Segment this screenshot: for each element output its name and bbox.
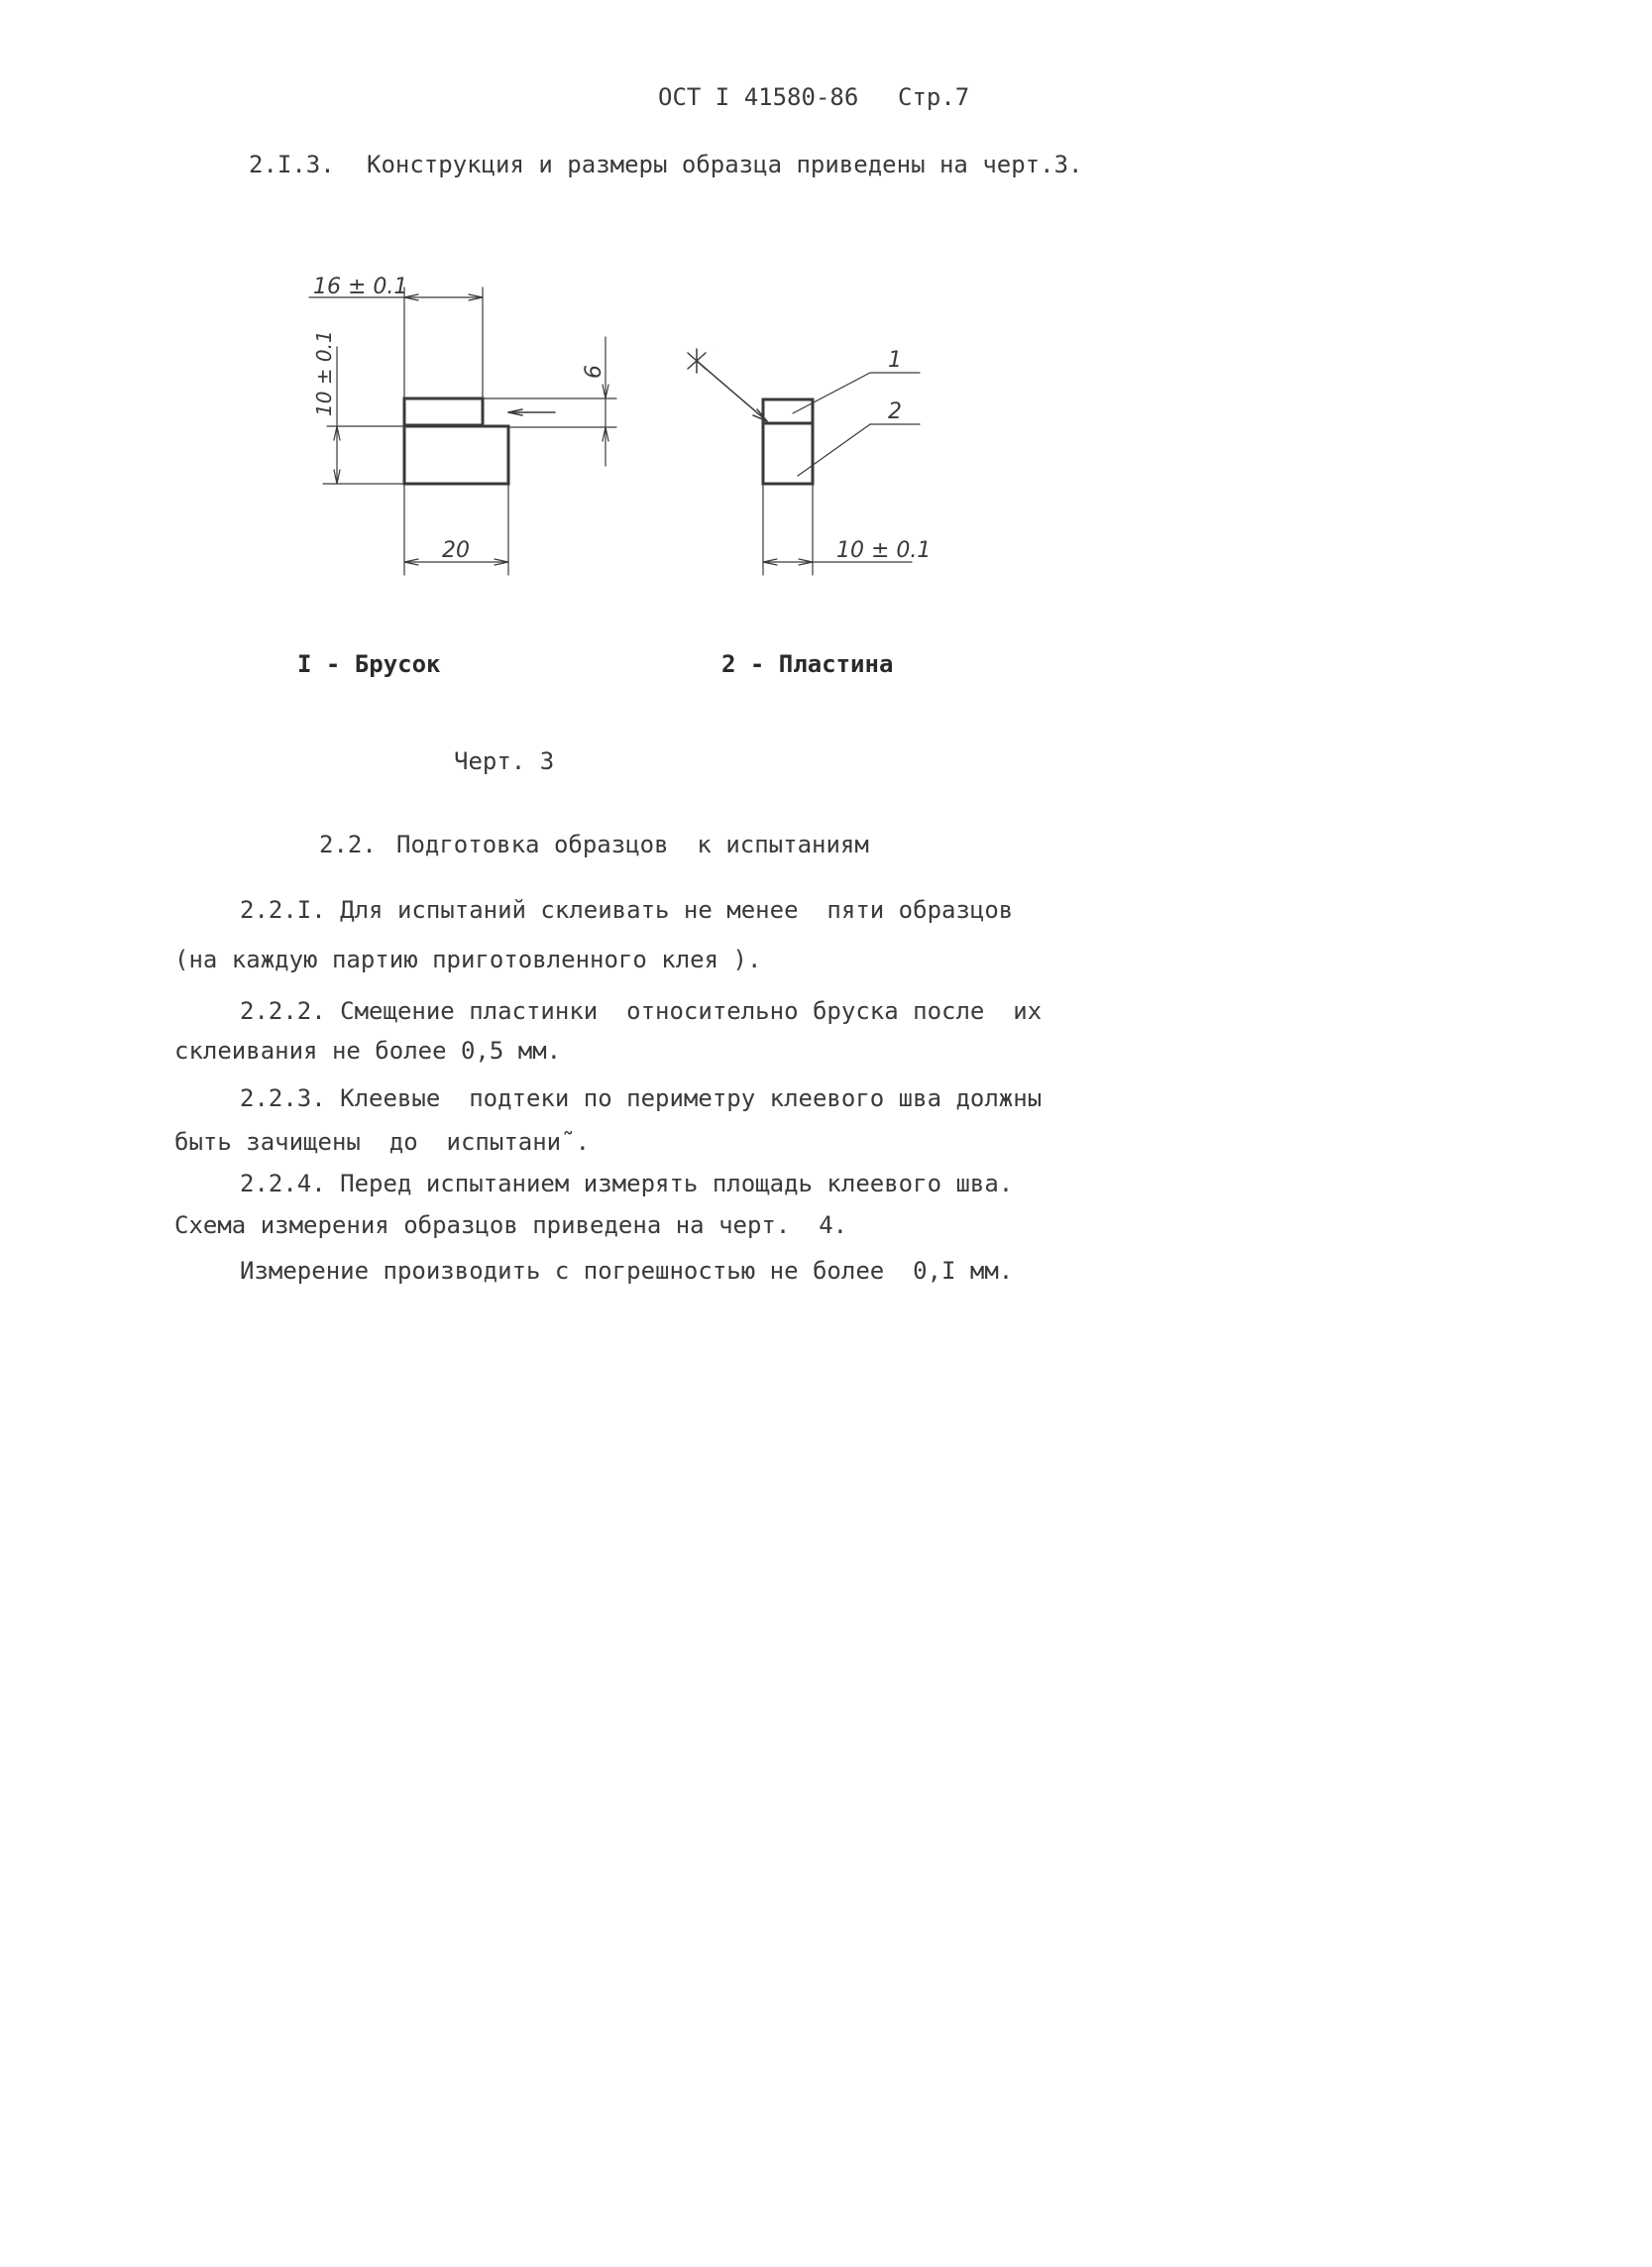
clause-text: Конструкция и размеры образца приведены на черт.3. xyxy=(367,151,1083,178)
dim-bottom-label: 20 xyxy=(442,538,470,563)
dim-right-label: 6 xyxy=(582,365,606,379)
section-title: Подготовка образцов к испытаниям xyxy=(396,831,869,858)
callout-2-label: 2 xyxy=(888,399,902,424)
paragraph-line: 2.2.4. Перед испытанием измерять площадь клеевого шва. xyxy=(240,1170,1014,1197)
dim-top-label: 16 ± 0.1 xyxy=(313,275,408,299)
paragraph-line: Схема измерения образцов приведена на черт. 4. xyxy=(174,1211,848,1239)
dim-left-label: 10 ± 0.1 xyxy=(312,330,336,416)
figure-caption: Черт. 3 xyxy=(454,747,555,775)
paragraph-line: быть зачищены до испытани˜. xyxy=(174,1128,591,1156)
section-number: 2.2. xyxy=(319,831,377,858)
doc-code: ОСТ I 41580-86 xyxy=(658,83,859,111)
clause-number: 2.I.3. xyxy=(249,151,335,178)
section-bar-rect xyxy=(763,423,813,484)
paragraph-line: 2.2.I. Для испытаний склеивать не менее пяти образцов xyxy=(240,896,1014,924)
paragraph-line: Измерение производить с погрешностью не более 0,I мм. xyxy=(240,1257,1014,1285)
specimen-drawing xyxy=(0,0,1125,694)
legend-item-plate: 2 - Пластина xyxy=(721,650,894,678)
section-dim-label: 10 ± 0.1 xyxy=(836,538,932,563)
paragraph-line: 2.2.3. Клеевые подтеки по периметру клеевого шва должны xyxy=(240,1084,1043,1112)
paragraph-line: (на каждую партию приготовленного клея ). xyxy=(174,946,762,973)
legend-item-bar: I - Брусок xyxy=(297,650,441,678)
bar-rect xyxy=(404,426,508,484)
page-number: Стр.7 xyxy=(898,83,970,111)
paragraph-line: 2.2.2. Смещение пластинки относительно бруска после их xyxy=(240,997,1043,1025)
paragraph-line: склеивания не более 0,5 мм. xyxy=(174,1037,562,1065)
callout-1-label: 1 xyxy=(888,348,902,373)
plate-rect xyxy=(404,398,483,425)
weld-star-label: * xyxy=(714,349,715,350)
section-plate-rect xyxy=(763,399,813,423)
